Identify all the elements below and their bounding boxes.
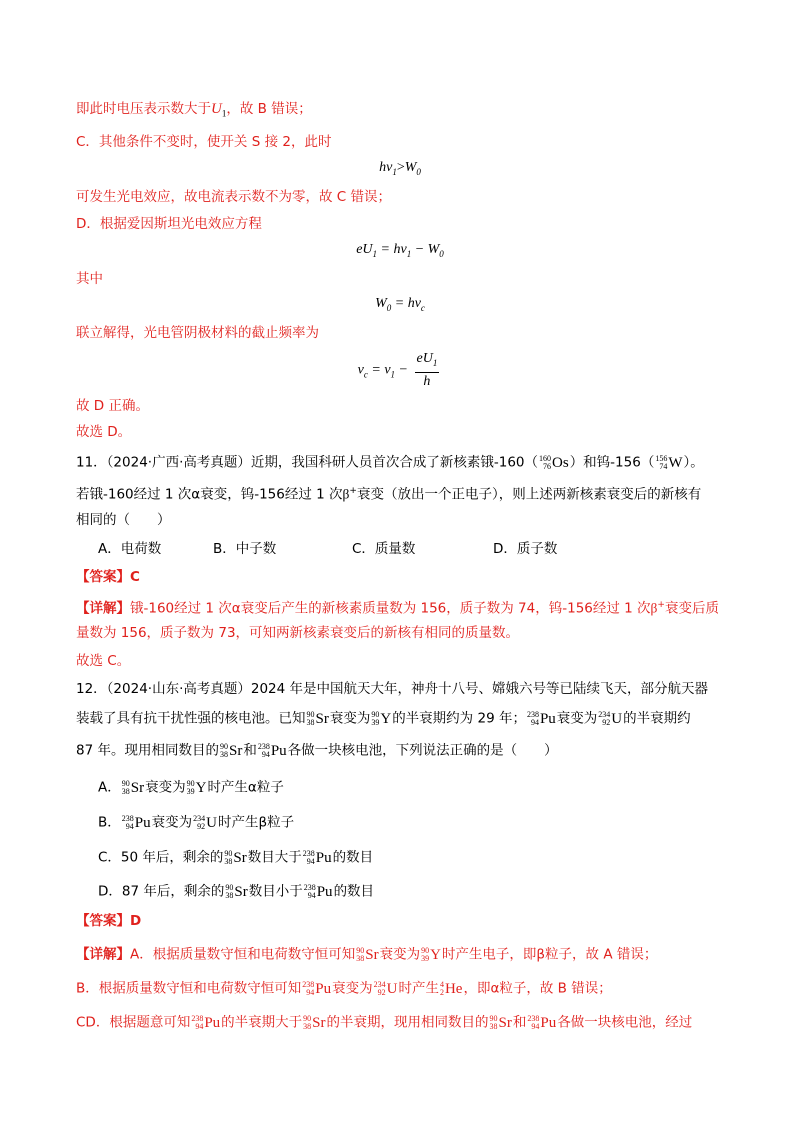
symbol: W: [668, 454, 683, 471]
mass-number: 238: [527, 1013, 540, 1023]
eq-part: = ν: [367, 362, 391, 378]
symbol: Sr: [315, 710, 329, 727]
text: 衰变（放出一个正电子），则上述两新核素衰变后的新核有: [356, 486, 702, 503]
text: 锇-160经过 1 次α衰变后产生的新核素质量数为 156，质子数为 74，钨-156经过 1 次: [130, 600, 651, 617]
q11-option-b: B．中子数: [213, 541, 277, 557]
symbol: U: [611, 710, 623, 727]
nuclide-u: [598, 707, 622, 730]
equation-cutoff: [0, 350, 800, 391]
beta: β: [650, 600, 658, 616]
atomic-number: 92: [602, 717, 611, 727]
nuclide-sr: [303, 1011, 325, 1034]
text: 的半衰期约: [623, 710, 691, 727]
mass-number: 90: [225, 882, 234, 892]
mass-number: 90: [219, 741, 228, 751]
q11-answer: 【答案】C: [76, 569, 140, 585]
text: 衰变为: [151, 814, 193, 831]
text: 各做一块核电池，下列说法正确的是（ ）: [287, 742, 558, 759]
sub: 1: [406, 248, 412, 259]
eq-part: >: [396, 160, 405, 175]
numerator: [415, 350, 440, 373]
text: 数目大于: [247, 849, 302, 866]
mass-number: 238: [257, 741, 270, 751]
text: 时产生电子，即β粒子，故 A 错误；: [441, 946, 658, 963]
detail-tag: 【详解】: [76, 946, 130, 963]
q11-detail-line2: 量数为 156，质子数为 73，可知两新核素衰变后的新核有相同的质量数。: [76, 625, 520, 641]
sol10-line-b: [76, 98, 312, 125]
q11-line3: 相同的（ ）: [76, 512, 171, 528]
sub: 1: [390, 369, 396, 380]
nuclide-sr: [224, 846, 246, 869]
sub: c: [420, 302, 425, 313]
atomic-number: 38: [303, 1021, 312, 1031]
nuclide-sr: [220, 739, 242, 762]
sub: 1: [372, 248, 378, 259]
atomic-number: 38: [121, 786, 130, 796]
text: 衰变为: [145, 779, 186, 796]
nuclide-sr: [307, 707, 329, 730]
sub: c: [363, 369, 368, 380]
text: 数目小于: [248, 883, 303, 900]
mass-number: 90: [121, 778, 130, 788]
eq-part: − W: [411, 242, 440, 257]
q11-option-d: D．质子数: [493, 541, 558, 557]
text: 衰变后质: [664, 600, 719, 617]
text: 装载了具有抗干扰性强的核电池。已知: [76, 710, 306, 727]
q12-detail-b: [76, 977, 612, 1000]
nuclide-pu: [303, 846, 332, 869]
eq-part: −: [395, 362, 412, 378]
sub: 0: [439, 248, 444, 259]
q11-line2: [76, 480, 701, 506]
q12-line2: [76, 707, 691, 730]
eq-part: = hν: [391, 296, 421, 311]
atomic-number: 94: [531, 1021, 540, 1031]
mass-number: 234: [373, 979, 386, 989]
choose-d: 故选 D。: [76, 424, 132, 440]
symbol: Sr: [498, 1014, 512, 1031]
text: A．根据质量数守恒和电荷数守恒可知: [130, 946, 356, 963]
nuclide-sr: [122, 776, 144, 799]
eq-part: hν: [379, 160, 393, 175]
text: ，即α粒子，故 B 错误；: [463, 980, 612, 997]
atomic-number: 94: [306, 856, 315, 866]
symbol: Sr: [312, 1014, 326, 1031]
text: CD．根据题意可知: [76, 1014, 191, 1031]
sub: 0: [416, 166, 421, 177]
mass-number: 160: [539, 453, 552, 463]
symbol: Sr: [234, 883, 248, 900]
text: 和: [243, 742, 257, 759]
detail-tag: 【详解】: [76, 600, 130, 617]
q12-option-b: [98, 811, 294, 834]
q12-detail-a: [76, 943, 657, 966]
symbol: U: [206, 814, 217, 831]
atomic-number: 74: [659, 461, 668, 471]
nuclide-y: [371, 707, 391, 730]
symbol: Pu: [316, 883, 333, 900]
q11-detail-line1: [76, 594, 719, 620]
q12-detail-cd: [76, 1011, 692, 1034]
eq-part: = hν: [377, 242, 407, 257]
atomic-number: 38: [356, 953, 365, 963]
text: ）和钨-156（: [569, 454, 655, 471]
mass-number: 238: [191, 1013, 204, 1023]
mass-number: 90: [489, 1013, 498, 1023]
var-U: U: [211, 101, 222, 117]
text: 时产生α粒子: [207, 779, 284, 796]
mass-number: 90: [356, 945, 365, 955]
nuclide-pu: [302, 977, 331, 1000]
beta: β: [342, 486, 350, 502]
mass-number: 90: [421, 945, 430, 955]
text: D．87 年后，剩余的: [98, 883, 225, 900]
text: 各做一块核电池，经过: [557, 1014, 693, 1031]
atomic-number: 39: [186, 786, 195, 796]
mass-number: 90: [186, 778, 195, 788]
atomic-number: 76: [543, 461, 552, 471]
atomic-number: 92: [377, 987, 386, 997]
atomic-number: 92: [197, 821, 206, 831]
text: 衰变为: [332, 980, 373, 997]
nuclide-pu: [122, 811, 151, 834]
nuclide-u: [193, 811, 217, 834]
atomic-number: 94: [261, 749, 270, 759]
eq-part: W: [375, 296, 387, 311]
nuclide-y: [187, 776, 207, 799]
symbol: U: [386, 980, 398, 997]
atomic-number: 38: [219, 749, 228, 759]
nuclide-pu: [258, 739, 287, 762]
text: 若锇-160经过 1 次α衰变，钨-156经过 1 次: [76, 486, 343, 503]
symbol: Pu: [539, 710, 556, 727]
symbol: Sr: [365, 946, 379, 963]
symbol: Pu: [540, 1014, 557, 1031]
sub: 1: [221, 108, 227, 119]
text: 衰变为: [379, 946, 421, 963]
lianli: 联立解得，光电管阴极材料的截止频率为: [76, 325, 319, 341]
sub: 1: [432, 357, 438, 368]
equation-einstein: [0, 242, 800, 259]
symbol: Pu: [204, 1014, 221, 1031]
symbol: Pu: [315, 980, 332, 997]
q12-answer: 【答案】D: [76, 913, 142, 929]
sol10-line-c2: 可发生光电效应，故电流表示数不为零，故 C 错误；: [76, 189, 392, 205]
mass-number: 238: [526, 709, 539, 719]
sub: 1: [392, 166, 397, 177]
q12-option-c: [98, 846, 373, 869]
fraction: [415, 350, 440, 391]
atomic-number: 94: [307, 890, 316, 900]
atomic-number: 38: [489, 1021, 498, 1031]
text: A．: [98, 779, 121, 796]
symbol: Y: [430, 946, 441, 963]
q11-line1: [76, 451, 704, 474]
text: B．: [98, 814, 121, 831]
symbol: Pu: [315, 849, 332, 866]
atomic-number: 38: [224, 856, 233, 866]
q11-option-a: A．电荷数: [98, 541, 162, 557]
mass-number: 90: [306, 709, 315, 719]
nuclide-os: [539, 451, 569, 474]
mass-number: 4: [439, 979, 444, 989]
text: ）。: [683, 454, 704, 471]
text: 的半衰期，现用相同数目的: [326, 1014, 489, 1031]
eq-part: eU: [416, 351, 433, 366]
nuclide-sr: [490, 1011, 512, 1034]
text: 衰变为: [329, 710, 371, 727]
nuclide-y: [421, 943, 441, 966]
text: 的半衰期约为 29 年；: [392, 710, 526, 727]
eq-part: eU: [356, 242, 373, 257]
text: 的数目: [333, 883, 375, 900]
sol10-line-c: C．其他条件不变时，使开关 S 接 2，此时: [76, 134, 332, 150]
sup: +: [657, 600, 665, 610]
text: C．50 年后，剩余的: [98, 849, 224, 866]
d-correct: 故 D 正确。: [76, 398, 149, 414]
symbol: Sr: [228, 742, 243, 759]
mass-number: 238: [121, 813, 134, 823]
text: 11．（2024·广西·高考真题）近期，我国科研人员首次合成了新核素锇-160（: [76, 454, 539, 471]
eq-part: ν: [357, 362, 364, 378]
atomic-number: 94: [306, 987, 315, 997]
atomic-number: 2: [439, 987, 444, 997]
mass-number: 238: [303, 882, 316, 892]
nuclide-he: [440, 977, 463, 1000]
symbol: Pu: [134, 814, 151, 831]
sub: 0: [386, 302, 392, 313]
mass-number: 238: [302, 848, 315, 858]
text: 和: [512, 1014, 527, 1031]
atomic-number: 38: [306, 717, 315, 727]
q12-option-d: [98, 880, 374, 903]
nuclide-pu: [527, 1011, 556, 1034]
text: 87 年。现用相同数目的: [76, 742, 219, 759]
mass-number: 90: [371, 709, 380, 719]
denominator: h: [423, 373, 431, 389]
nuclide-sr: [225, 880, 247, 903]
symbol: He: [444, 980, 463, 997]
nuclide-u: [374, 977, 398, 1000]
text: 衰变为: [556, 710, 598, 727]
atomic-number: 38: [225, 890, 234, 900]
mass-number: 90: [303, 1013, 312, 1023]
nuclide-sr: [356, 943, 378, 966]
text: 的数目: [332, 849, 374, 866]
q11-option-c: C．质量数: [352, 541, 416, 557]
atomic-number: 39: [421, 953, 430, 963]
nuclide-pu: [527, 707, 556, 730]
atomic-number: 39: [371, 717, 380, 727]
q12-line1: 12．（2024·山东·高考真题）2024 年是中国航天大年，神舟十八号、嫦娥六号等已陆续飞天，部分航天器: [76, 681, 709, 697]
q11-choose: 故选 C。: [76, 653, 131, 669]
equation-work-function: [0, 296, 800, 313]
atomic-number: 94: [530, 717, 539, 727]
atomic-number: 94: [195, 1021, 204, 1031]
nuclide-w: [655, 451, 682, 474]
text: B．根据质量数守恒和电荷数守恒可知: [76, 980, 302, 997]
symbol: Sr: [233, 849, 247, 866]
symbol: Y: [195, 779, 207, 796]
qizhong: 其中: [76, 271, 103, 287]
text: 即此时电压表示数大于: [76, 101, 211, 117]
mass-number: 234: [193, 813, 206, 823]
symbol: Os: [552, 454, 569, 471]
q12-option-a: [98, 776, 284, 799]
atomic-number: 94: [125, 821, 134, 831]
equation-c: [0, 160, 800, 177]
q12-line3: [76, 739, 558, 762]
sol10-line-d: D．根据爱因斯坦光电效应方程: [76, 216, 262, 232]
text: ，故 B 错误；: [226, 101, 312, 117]
sup: +: [349, 486, 357, 496]
text: 的半衰期大于: [221, 1014, 303, 1031]
text: 时产生β粒子: [217, 814, 295, 831]
eq-part: W: [404, 160, 417, 175]
mass-number: 90: [224, 848, 233, 858]
mass-number: 156: [655, 453, 668, 463]
symbol: Pu: [270, 742, 287, 759]
text: 时产生: [398, 980, 439, 997]
symbol: Sr: [130, 779, 145, 796]
nuclide-pu: [304, 880, 333, 903]
mass-number: 234: [598, 709, 611, 719]
symbol: Y: [380, 710, 392, 727]
nuclide-pu: [191, 1011, 220, 1034]
mass-number: 238: [302, 979, 315, 989]
